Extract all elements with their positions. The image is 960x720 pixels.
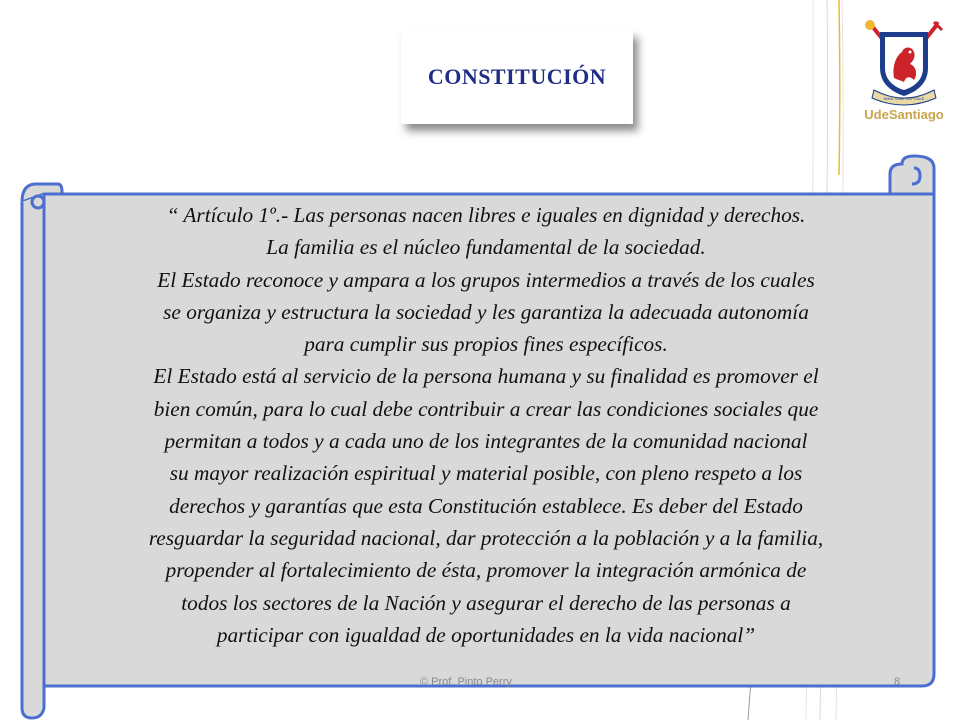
quote-line: participar con igualdad de oportunidades en la vida nacional”	[216, 622, 756, 647]
slide-title: CONSTITUCIÓN	[427, 64, 607, 89]
quote-line: derechos y garantías que esta Constitución establece. Es deber del Estado	[169, 493, 803, 518]
quote-line: su mayor realización espiritual y material posible, con pleno respeto a los	[169, 461, 803, 486]
quote-line: todos los sectores de la Nación y asegurar el derecho de las personas a	[181, 590, 791, 615]
logo-wordmark	[858, 107, 950, 122]
logo-banner-text: NIHIL SINE CAPITALE	[883, 96, 925, 101]
footer-copyright: © Prof. Pinto Perry	[420, 676, 512, 688]
quote-line: propender al fortalecimiento de ésta, promover la integración armónica de	[165, 558, 807, 583]
quote-line: se organiza y estructura la sociedad y les garantiza la adecuada autonomía	[163, 299, 809, 324]
quote-line: resguardar la seguridad nacional, dar protección a la población y a la familia,	[148, 525, 824, 550]
quote-line: “ Artículo 1º.- Las personas nacen libres e iguales en dignidad y derechos.	[166, 203, 806, 227]
university-logo	[858, 16, 950, 128]
logo-wordmark-prefix: Ude	[864, 107, 889, 122]
page-number: 8	[894, 676, 901, 688]
quote-line: para cumplir sus propios fines específicos.	[304, 332, 668, 357]
quote-line: bien común, para lo cual debe contribuir a crear las condiciones sociales que	[153, 396, 819, 421]
coat-of-arms-icon	[858, 16, 950, 106]
quote-line: La familia es el núcleo fundamental de la sociedad.	[266, 235, 706, 260]
article-quote	[56, 199, 916, 651]
quote-line: permitan a todos y a cada uno de los integrantes de la comunidad nacional	[164, 429, 808, 454]
logo-wordmark-suffix: Santiago	[888, 107, 944, 122]
quote-line: El Estado está al servicio de la persona humana y su finalidad es promover el	[153, 364, 819, 389]
quote-line: El Estado reconoce y ampara a los grupos intermedios a través de los cuales	[157, 267, 815, 292]
title-box	[401, 30, 633, 124]
